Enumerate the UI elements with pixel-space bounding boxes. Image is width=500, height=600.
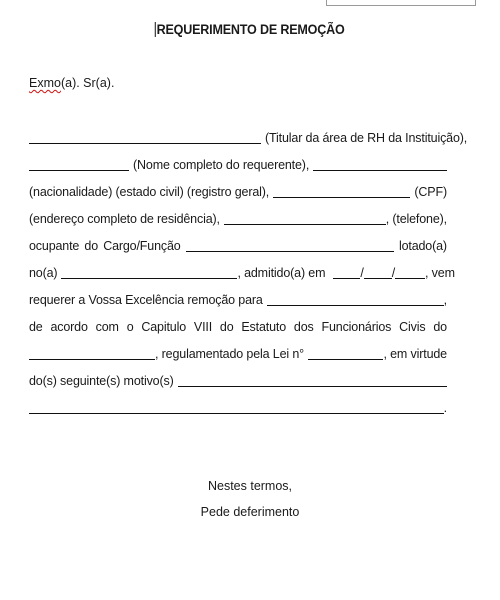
line-motivo-2: .: [29, 398, 447, 416]
line-lotado: no(a) , admitido(a) em / / , vem: [29, 266, 455, 280]
line-motivo: do(s) seguinte(s) motivo(s): [29, 371, 447, 389]
blank-nacionalidade: [273, 185, 410, 198]
blank-mes: [364, 266, 392, 279]
blank-titular: [29, 131, 261, 144]
line-endereco: (endereço completo de residência), , (telefone),: [29, 212, 447, 226]
blank-motivo-2: [29, 401, 444, 414]
spellcheck-word: Exmo: [29, 76, 61, 90]
line-cargo: ocupante do Cargo/Função lotado(a): [29, 239, 447, 253]
blank-endereco: [224, 212, 386, 225]
blank-destino: [267, 293, 444, 306]
blank-dia: [333, 266, 360, 279]
text-cursor: [155, 22, 156, 37]
line-capitulo: de acordo com o Capitulo VIII do Estatuto dos Funcionários Civis do: [29, 320, 447, 334]
blank-nome: [29, 158, 129, 171]
greeting: Exmo(a). Sr(a).: [29, 76, 115, 90]
blank-motivo: [178, 374, 447, 387]
line-nacionalidade: (nacionalidade) (estado civil) (registro geral), (CPF): [29, 185, 447, 199]
header-box: [326, 0, 476, 6]
line-lei: , regulamentado pela Lei n° , em virtude: [29, 344, 447, 362]
blank-lotacao: [61, 266, 237, 279]
blank-nome-2: [313, 158, 447, 171]
blank-lei: [308, 347, 384, 360]
closing-terms: Nestes termos,: [207, 479, 293, 493]
line-nome: (Nome completo do requerente),: [29, 155, 447, 173]
closing-request: Pede deferimento: [200, 505, 300, 519]
document-title: REQUERIMENTO DE REMOÇÃO: [156, 22, 345, 37]
blank-estatuto: [29, 347, 155, 360]
blank-cargo: [186, 239, 394, 252]
blank-ano: [395, 266, 425, 279]
line-titular: (Titular da área de RH da Instituição),: [29, 128, 447, 146]
line-remocao: requerer a Vossa Excelência remoção para ,: [29, 293, 447, 307]
